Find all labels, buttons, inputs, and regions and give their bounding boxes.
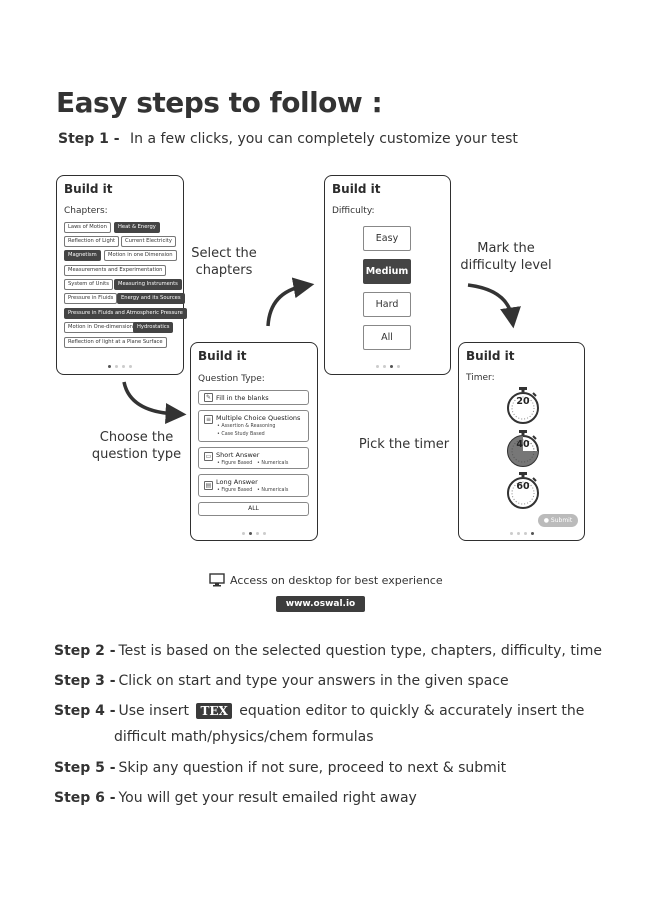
option-sub: • Figure Based [217,488,253,493]
annotation-line: Select the [191,246,257,261]
step-label: Step 3 - [54,673,116,689]
annotation-line: difficulty level [460,258,552,273]
timer-value: 40 [516,439,530,450]
option-sub: • Numericals [257,461,289,466]
option-title: Long Answer [216,478,258,486]
option-sub: • Figure Based [217,461,253,466]
chapter-chip[interactable]: System of Units [64,279,113,290]
chapters-label: Chapters: [64,206,108,216]
step-text: Use insert [118,703,189,719]
option-sub: • Case Study Based [217,432,265,437]
step-label: Step 6 - [54,790,116,806]
difficulty-hard-button[interactable]: Hard [363,292,411,317]
annotation-line: Choose the [99,430,174,445]
step-4-line-2: difficult math/physics/chem formulas [114,729,374,745]
step-6 [54,790,417,806]
chapter-chip[interactable]: Measurements and Experimentation [64,265,166,276]
list-icon: ≡ [205,416,212,423]
step-text: Click on start and type your answers in the given space [118,673,509,689]
annotation-line: question type [91,447,182,462]
arrow-to-difficulty [268,286,304,326]
tex-editor-icon: TEX [196,703,231,719]
chapter-chip[interactable]: Measuring Instruments [114,279,182,290]
chapter-chip[interactable]: Current Electricity [121,236,176,247]
difficulty-screen-title: Build it [332,182,381,196]
timer-value: 20 [516,396,530,407]
chapter-chip[interactable]: Energy and its Sources [117,293,185,304]
step-5 [54,760,506,776]
difficulty-all-button[interactable]: All [363,325,411,350]
chapter-chip[interactable]: Hydrostatics [133,322,173,333]
step-3 [54,673,509,689]
long-answer-icon: ▤ [205,482,212,489]
step-4 [54,703,584,719]
step-1-text: In a few clicks, you can completely customize your test [130,131,518,147]
question-type-label: Question Type: [198,374,265,384]
option-sub: • Assertion & Reasoning [217,424,276,429]
short-answer-icon: ▭ [205,453,212,460]
difficulty-label: Difficulty: [332,206,375,216]
step-text: equation editor to quickly & accurately insert the [239,703,585,719]
timer-screen-title: Build it [466,349,515,363]
step-2 [54,643,602,659]
all-question-types-button[interactable]: ALL [198,502,309,516]
option-title: Multiple Choice Questions [216,414,301,422]
arrow-to-question-type [124,382,176,414]
step-label: Step 4 - [54,703,116,719]
timer-value: 60 [516,481,530,492]
edit-icon: ✎ [205,394,212,401]
monitor-icon [209,573,225,587]
chapter-chip[interactable]: Magnetism [64,250,101,261]
desktop-note [209,573,443,587]
timer-label: Timer: [466,373,495,383]
arrow-to-timer [468,285,512,318]
option-title: Fill in the blanks [216,394,269,402]
chapter-chip[interactable]: Heat & Energy [114,222,160,233]
chapter-chip[interactable]: Pressure in Fluids [64,293,117,304]
pick-timer-annotation: Pick the timer [358,437,450,452]
difficulty-easy-button[interactable]: Easy [363,226,411,251]
question-type-screen-title: Build it [198,349,247,363]
step-text: Skip any question if not sure, proceed to next & submit [118,760,507,776]
chapters-screen-title: Build it [64,182,113,196]
website-link[interactable]: www.oswal.io [276,596,365,612]
chapter-chip[interactable]: Laws of Motion [64,222,111,233]
annotation-line: Mark the [477,241,535,256]
chapter-chip[interactable]: Pressure in Fluids and Atmospheric Pressure [64,308,187,319]
desktop-note-text: Access on desktop for best experience [230,573,443,587]
page-title: Easy steps to follow : [56,86,383,119]
chapter-chip[interactable]: Motion in One-dimension [64,322,137,333]
option-sub: • Numericals [257,488,289,493]
submit-button[interactable]: ● Submit [538,514,578,527]
step-text: You will get your result emailed right away [118,790,417,806]
chapter-chip[interactable]: Reflection of light at a Plane Surface [64,337,167,348]
chapter-chip[interactable]: Reflection of Light [64,236,119,247]
step-label: Step 2 - [54,643,116,659]
chapter-chip[interactable]: Motion in one Dimension [104,250,177,261]
step-1-label: Step 1 - [58,131,120,147]
annotation-line: chapters [195,263,253,278]
step-text: Test is based on the selected question type, chapters, difficulty, time [118,643,602,659]
option-title: Short Answer [216,451,260,459]
submit-label: Submit [550,517,573,524]
step-label: Step 5 - [54,760,116,776]
difficulty-medium-button[interactable]: Medium [363,259,411,284]
